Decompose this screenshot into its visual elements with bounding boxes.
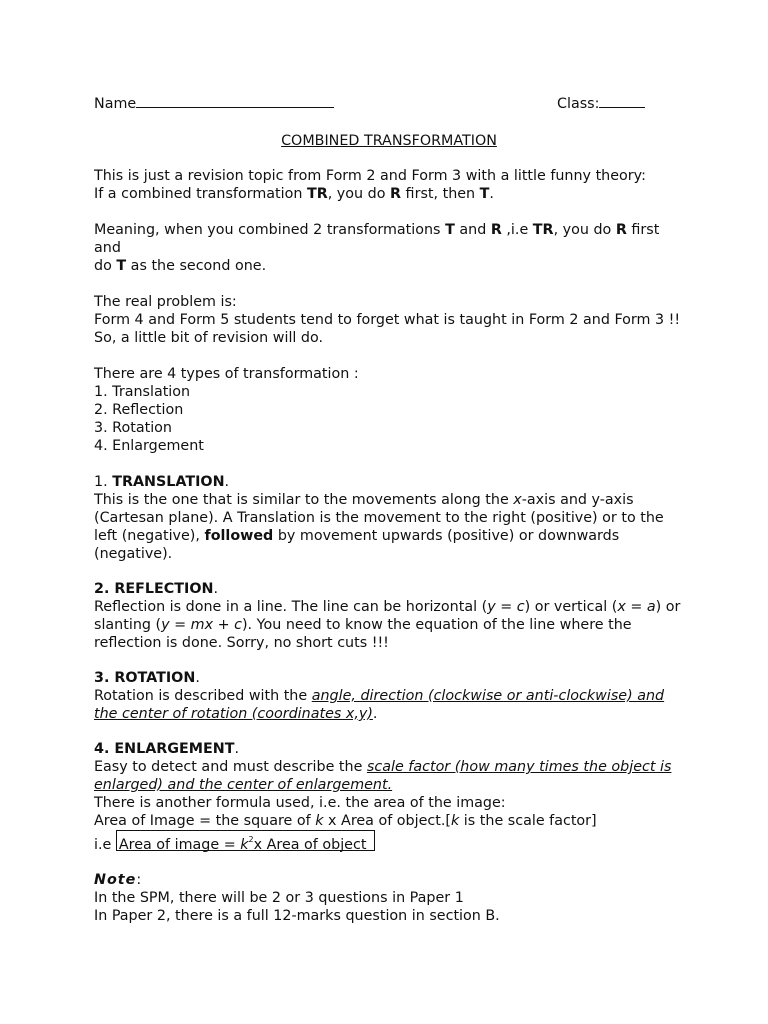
list-item: 2. Reflection xyxy=(94,402,184,418)
translation-line-1: This is the one that is similar to the movements along the x-axis and y-axis xyxy=(94,492,634,508)
name-blank-line[interactable] xyxy=(136,92,334,108)
note-section xyxy=(94,871,684,925)
meaning-line-1: Meaning, when you combined 2 transformations T and R ,i.e TR, you do R first and xyxy=(94,222,660,256)
translation-line-3: left (negative), followed by movement upwards (positive) or downwards xyxy=(94,528,620,544)
class-field xyxy=(557,92,645,113)
enlargement-heading: 4. ENLARGEMENT. xyxy=(94,741,240,757)
reflection-line-1: Reflection is done in a line. The line can be horizontal (y = c) or vertical (x = a) or xyxy=(94,599,681,615)
intro-section xyxy=(94,167,684,203)
problem-line-1: The real problem is: xyxy=(94,294,237,310)
worksheet-page xyxy=(94,92,684,925)
enlargement-section xyxy=(94,740,684,854)
name-field xyxy=(94,92,334,113)
intro-line-1: This is just a revision topic from Form 2 and Form 3 with a little funny theory: xyxy=(94,168,646,184)
note-heading: Note: xyxy=(94,872,142,888)
enlargement-line-5: i.e Area of image = $k^2x$ Area of object xyxy=(94,830,684,854)
rotation-heading: 3. ROTATION. xyxy=(94,670,200,686)
note-line-1: In the SPM, there will be 2 or 3 questions in Paper 1 xyxy=(94,890,464,906)
rotation-line-2: the center of rotation (coordinates x,y). xyxy=(94,706,378,722)
enlargement-line-2: enlarged) and the center of enlargement. xyxy=(94,777,393,793)
meaning-section xyxy=(94,221,684,275)
problem-line-3: So, a little bit of revision will do. xyxy=(94,330,324,346)
name-label: Name xyxy=(94,96,137,112)
header-row xyxy=(94,92,684,114)
list-item: 1. Translation xyxy=(94,384,191,400)
rotation-section xyxy=(94,669,684,723)
class-label: Class: xyxy=(557,96,600,112)
reflection-line-2: slanting (y = mx + c). You need to know the equation of the line where the xyxy=(94,617,632,633)
translation-heading: 1. TRANSLATION. xyxy=(94,474,230,490)
problem-section xyxy=(94,293,684,347)
problem-line-2: Form 4 and Form 5 students tend to forget what is taught in Form 2 and Form 3 !! xyxy=(94,312,681,328)
enlargement-line-3: There is another formula used, i.e. the area of the image: xyxy=(94,795,506,811)
list-item: 4. Enlargement xyxy=(94,438,204,454)
reflection-section xyxy=(94,580,684,652)
class-blank-line[interactable] xyxy=(599,92,645,108)
types-section xyxy=(94,365,684,455)
translation-line-2: (Cartesan plane). A Translation is the movement to the right (positive) or to the xyxy=(94,510,664,526)
note-line-2: In Paper 2, there is a full 12-marks question in section B. xyxy=(94,908,500,924)
intro-line-2: If a combined transformation TR, you do R first, then T. xyxy=(94,186,494,202)
reflection-heading: 2. REFLECTION. xyxy=(94,581,219,597)
meaning-line-2: do T as the second one. xyxy=(94,258,267,274)
translation-section xyxy=(94,473,684,563)
rotation-line-1: Rotation is described with the angle, direction (clockwise or anti-clockwise) and xyxy=(94,688,665,704)
translation-line-4: (negative). xyxy=(94,546,173,562)
page-title: COMBINED TRANSFORMATION xyxy=(281,133,497,149)
enlargement-line-4: Area of Image = the square of k x Area of object.[k is the scale factor] xyxy=(94,813,597,829)
enlargement-line-1: Easy to detect and must describe the scale factor (how many times the object is xyxy=(94,759,672,775)
reflection-line-3: reflection is done. Sorry, no short cuts !!! xyxy=(94,635,389,651)
area-formula-box: Area of image = $k^2x$ Area of object xyxy=(116,830,376,851)
list-item: 3. Rotation xyxy=(94,420,172,436)
types-intro: There are 4 types of transformation : xyxy=(94,366,359,382)
